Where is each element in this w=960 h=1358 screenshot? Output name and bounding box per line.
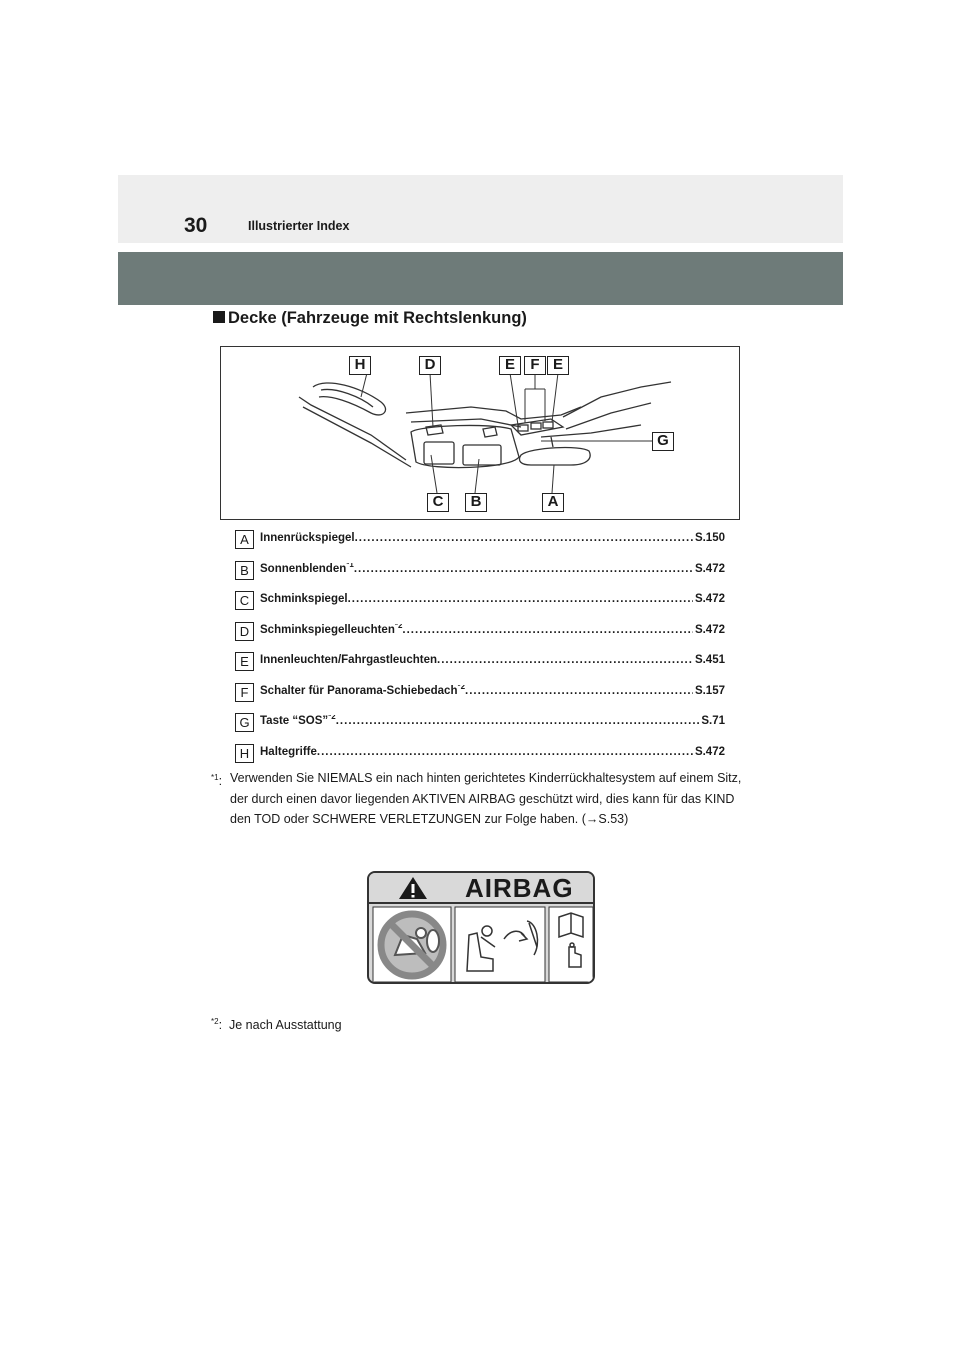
legend-label: Taste “SOS”$^{*2}$ <box>260 715 336 727</box>
callout-e-right: E <box>547 356 569 375</box>
legend-item-d <box>235 620 725 651</box>
callout-c: C <box>427 493 449 512</box>
page-number: 30 <box>184 214 208 237</box>
footnote-1 <box>211 768 751 830</box>
callout-a: A <box>542 493 564 512</box>
page-ref: S.472 <box>694 562 725 575</box>
legend-badge: C <box>235 591 254 610</box>
footnote-mark: *2 <box>211 1017 219 1026</box>
legend-item-e <box>235 650 725 681</box>
legend-badge: B <box>235 561 254 580</box>
legend-item-b <box>235 559 725 590</box>
page-ref: S.472 <box>694 623 725 636</box>
footnote-mark: $^{*1}$: <box>211 773 223 789</box>
legend-badge: H <box>235 744 254 763</box>
ceiling-illustration <box>220 346 740 520</box>
callout-d: D <box>419 356 441 375</box>
callout-g: G <box>652 432 674 451</box>
callout-h: H <box>349 356 371 375</box>
legend-list <box>235 528 725 772</box>
callout-e-left: E <box>499 356 521 375</box>
legend-label: Sonnenblenden$^{*1}$ <box>260 562 354 575</box>
legend-label: Schminkspiegel <box>260 593 348 605</box>
legend-label: Innenrückspiegel <box>260 532 355 544</box>
callout-b: B <box>465 493 487 512</box>
legend-label: Schalter für Panorama-Schiebedach$^{*2}$ <box>260 684 466 697</box>
section-title: Decke (Fahrzeuge mit Rechtslenkung) <box>213 309 527 328</box>
legend-item-a <box>235 528 725 559</box>
page-ref: S.472 <box>694 745 725 758</box>
legend-label: Schminkspiegelleuchten$^{*2}$ <box>260 623 403 636</box>
header-band <box>118 175 843 243</box>
section-bullet-icon <box>213 311 225 323</box>
page-ref: S.157 <box>694 684 725 697</box>
legend-label: Innenleuchten/Fahrgastleuchten <box>260 654 437 666</box>
legend-item-f <box>235 681 725 712</box>
airbag-title: AIRBAG <box>465 873 574 903</box>
page-ref: S.451 <box>694 654 725 666</box>
no-child-seat-icon <box>381 914 443 976</box>
legend-badge: D <box>235 622 254 641</box>
footnote-2: $^{*2}$: Je nach Ausstattung <box>211 1017 342 1033</box>
legend-badge: G <box>235 713 254 732</box>
legend-item-g <box>235 711 725 742</box>
legend-badge: E <box>235 652 254 671</box>
legend-badge: F <box>235 683 254 702</box>
legend-badge: A <box>235 530 254 549</box>
section-band <box>118 252 843 305</box>
legend-item-c <box>235 589 725 620</box>
page-ref: S.150 <box>694 532 725 544</box>
legend-label: Haltegriffe <box>260 745 317 758</box>
footnote-text: Je nach Ausstattung <box>228 1018 342 1033</box>
callout-f: F <box>524 356 546 375</box>
page-ref: S.71 <box>701 715 725 727</box>
airbag-warning-label <box>367 871 595 984</box>
footnote-text: Verwenden Sie NIEMALS ein nach hinten gerichtetes Kinderrückhaltesystem auf einem Sitz, der durch einen davor liegenden AKTIVEN AIRBAG geschützt wird, dies kann für das KIND den TOD oder SCHWERE VERLETZUNGEN zur Folge haben. (→S.53) <box>230 771 742 826</box>
page-ref: S.472 <box>694 593 725 605</box>
header-title: Illustrierter Index <box>248 219 350 233</box>
